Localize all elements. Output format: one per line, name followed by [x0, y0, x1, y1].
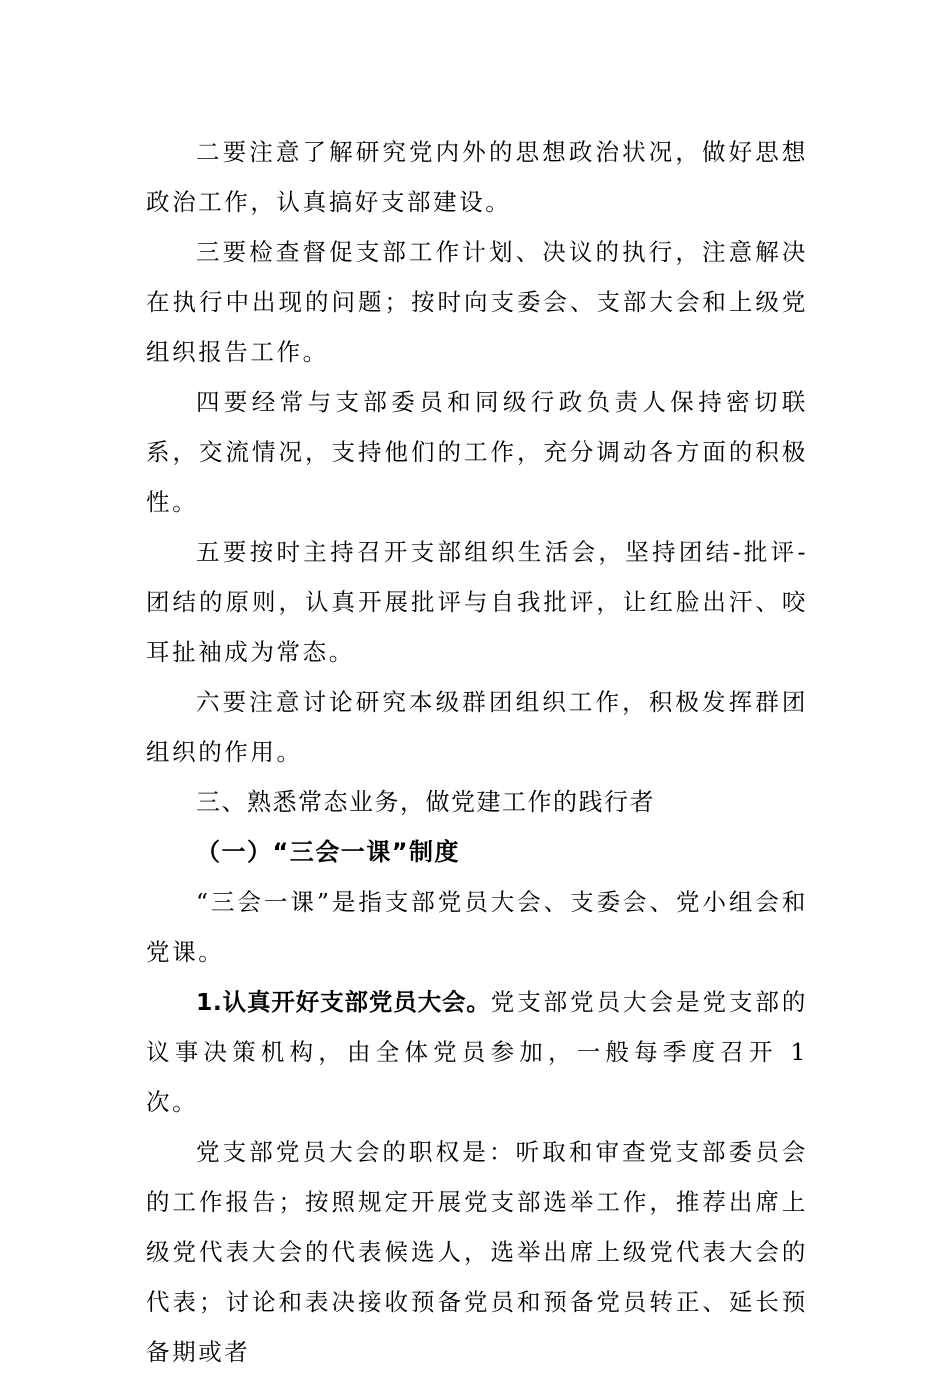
- paragraph-duty-four: 四要经常与支部委员和同级行政负责人保持密切联系，交流情况，支持他们的工作，充分调动各方面的积极性。: [146, 388, 808, 516]
- paragraph-duty-two: 二要注意了解研究党内外的思想政治状况，做好思想政治工作，认真搞好支部建设。: [146, 138, 808, 216]
- paragraph-duty-six: 六要注意讨论研究本级群团组织工作，积极发挥群团组织的作用。: [146, 688, 808, 766]
- paragraph-duty-three: 三要检查督促支部工作计划、决议的执行，注意解决在执行中出现的问题；按时向支委会、支部大会和上级党组织报告工作。: [146, 238, 808, 366]
- item1-text: 党支部党员大会是党支部的议事决策机构，由全体党员参加，一般每季度召开 1 次。: [146, 988, 809, 1116]
- intro-paragraph: “三会一课”是指支部党员大会、支委会、党小组会和党课。: [146, 888, 808, 966]
- paragraph-duty-five: 五要按时主持召开支部组织生活会，坚持团结-批评-团结的原则，认真开展批评与自我批评，让红脸出汗、咬耳扯袖成为常态。: [146, 538, 808, 666]
- item1-paragraph: [146, 977, 808, 1127]
- item1-lead: 1.认真开好支部党员大会。: [196, 988, 491, 1016]
- document-body: [146, 127, 808, 1377]
- section-heading: 三、熟悉常态业务，做党建工作的践行者: [196, 788, 655, 816]
- subsection-heading: （一）“三会一课”制度: [196, 838, 461, 866]
- final-paragraph: 党支部党员大会的职权是：听取和审查党支部委员会的工作报告；按照规定开展党支部选举工作，推荐出席上级党代表大会的代表候选人，选举出席上级党代表大会的代表；讨论和表决接收预备党员和预备党员转正、延长预备期或者: [146, 1138, 808, 1366]
